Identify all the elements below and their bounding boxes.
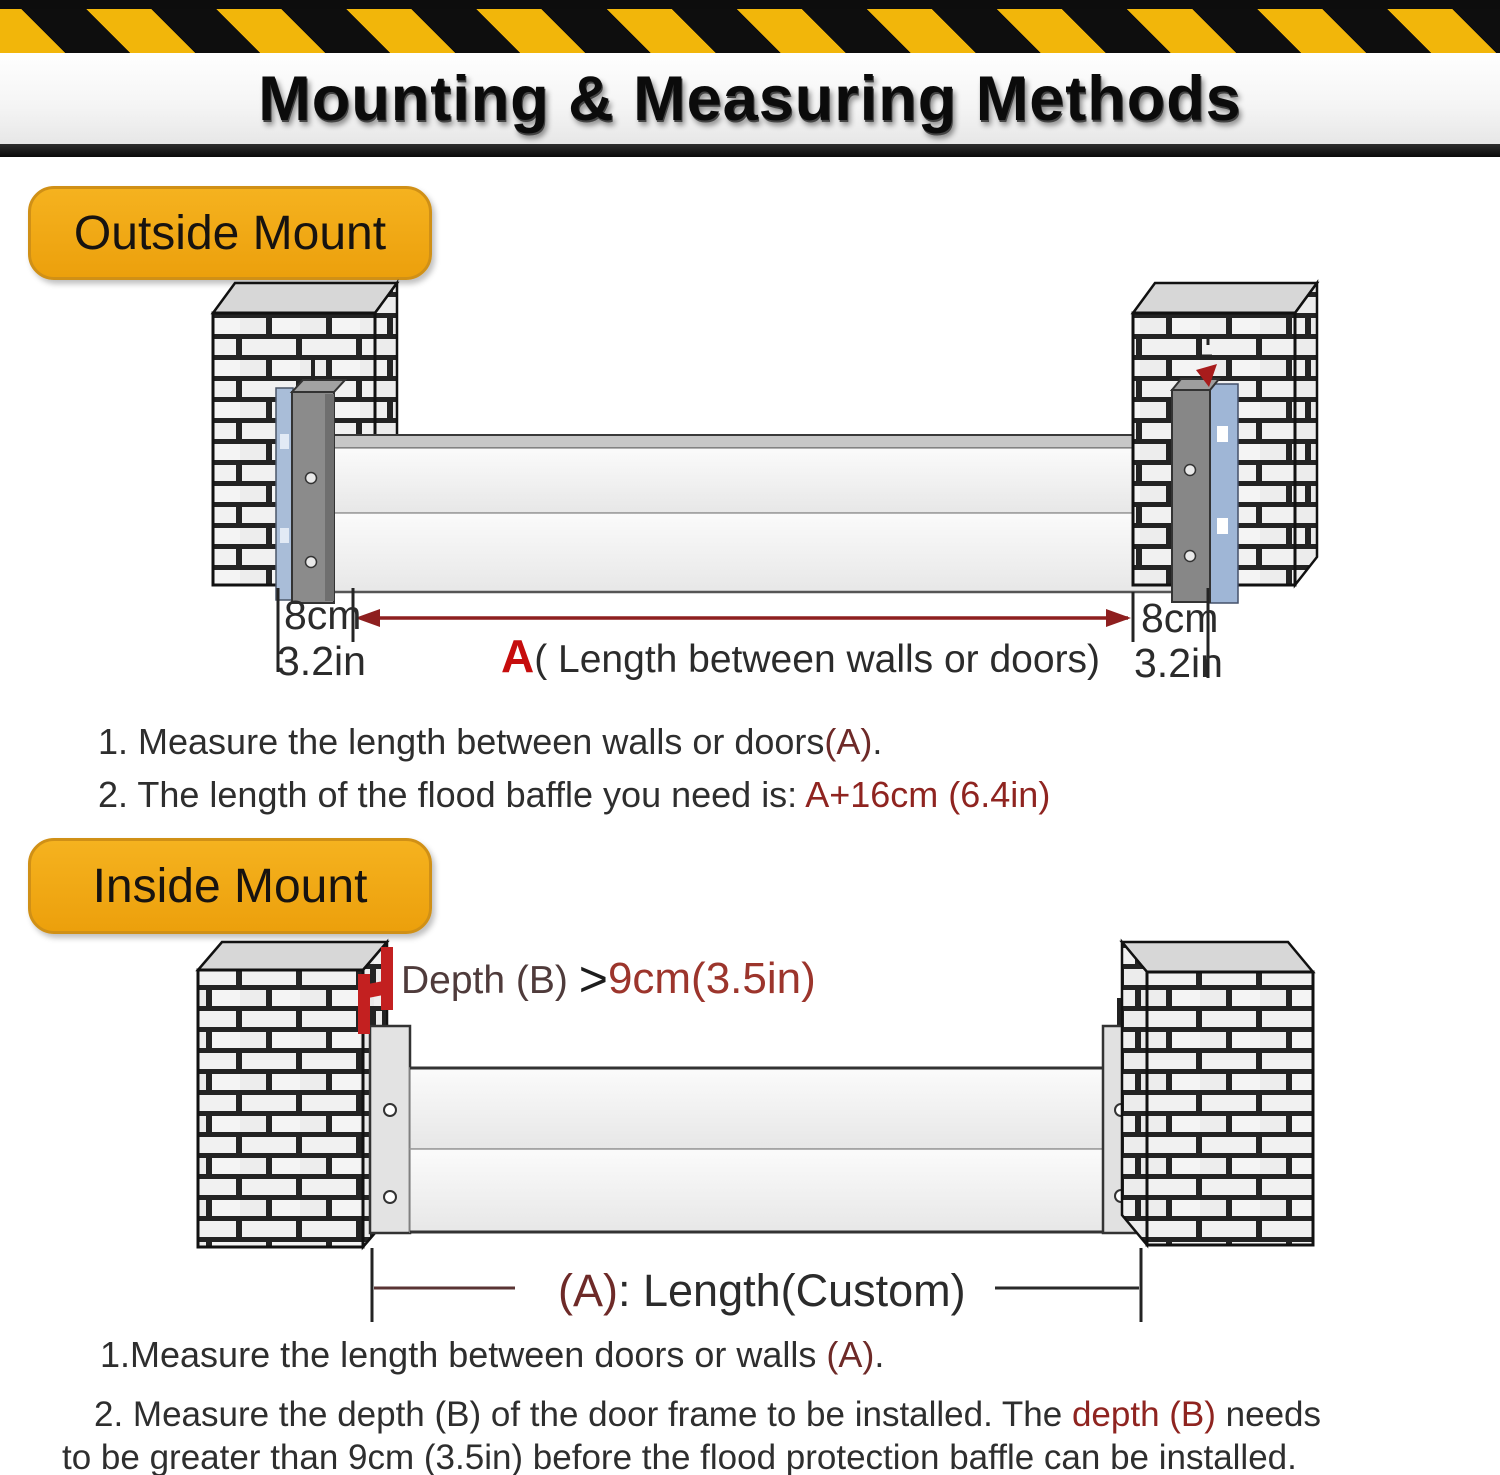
outside-step-1-text: 1. Measure the length between walls or doors [98,721,825,762]
outside-span-label [501,629,1100,683]
outside-left-seal-strip [276,388,293,600]
outside-step-2 [98,774,1050,816]
depth-label-name: Depth (B) [401,959,579,1002]
outside-step-1-a: (A) [824,721,873,762]
depth-label-value: 9cm(3.5in) [607,954,816,1003]
inside-mount-label-text: Inside Mount [92,859,368,913]
inside-step-1-text: 1.Measure the length between doors or walls [100,1334,827,1375]
inside-step-1 [100,1334,884,1376]
outside-left-offset-cm: 8cm [284,592,362,638]
inside-step-2-needs: needs [1215,1395,1322,1434]
flood-barrier-outside [334,435,1172,592]
inside-step-1-period: . [874,1334,885,1375]
inside-step-2-line1 [62,1393,1482,1436]
inside-step-2-text: 2. Measure the depth (B) of the door frame to be installed. The [94,1395,1072,1434]
length-label-rest: : Length(Custom) [618,1265,966,1316]
inside-depth-label [401,950,816,1008]
inside-left-channel [370,1000,410,1233]
outside-left-offset-in: 3.2in [277,638,366,684]
outside-step-2-formula: A+16cm (6.4in) [805,774,1051,815]
span-label-rest: ( Length between walls or doors) [534,638,1101,681]
inside-step-1-a: (A) [826,1334,875,1375]
span-label-a: A [501,630,535,682]
outside-right-seal-strip [1210,384,1238,603]
inside-step-2-depth: depth (B) [1071,1395,1216,1434]
greater-than-sign: > [578,951,608,1007]
inside-right-pillar [1122,942,1313,1245]
outside-right-offset-in: 3.2in [1134,640,1223,686]
outside-right-offset-cm: 8cm [1141,595,1219,641]
outside-step-2-text: 2. The length of the flood baffle you need is: [98,774,806,815]
flood-barrier-inside [410,1068,1103,1232]
length-label-a: (A) [558,1265,618,1316]
inside-step-2-line2: to be greater than 9cm (3.5in) before the flood protection baffle can be installed. [62,1438,1297,1475]
outside-step-1-period: . [872,721,883,762]
inside-length-label [558,1265,966,1317]
inside-step-2 [62,1393,1482,1475]
outside-step-1 [98,721,882,763]
page-title: Mounting & Measuring Methods [258,63,1242,134]
outside-mount-label-text: Outside Mount [73,206,387,260]
